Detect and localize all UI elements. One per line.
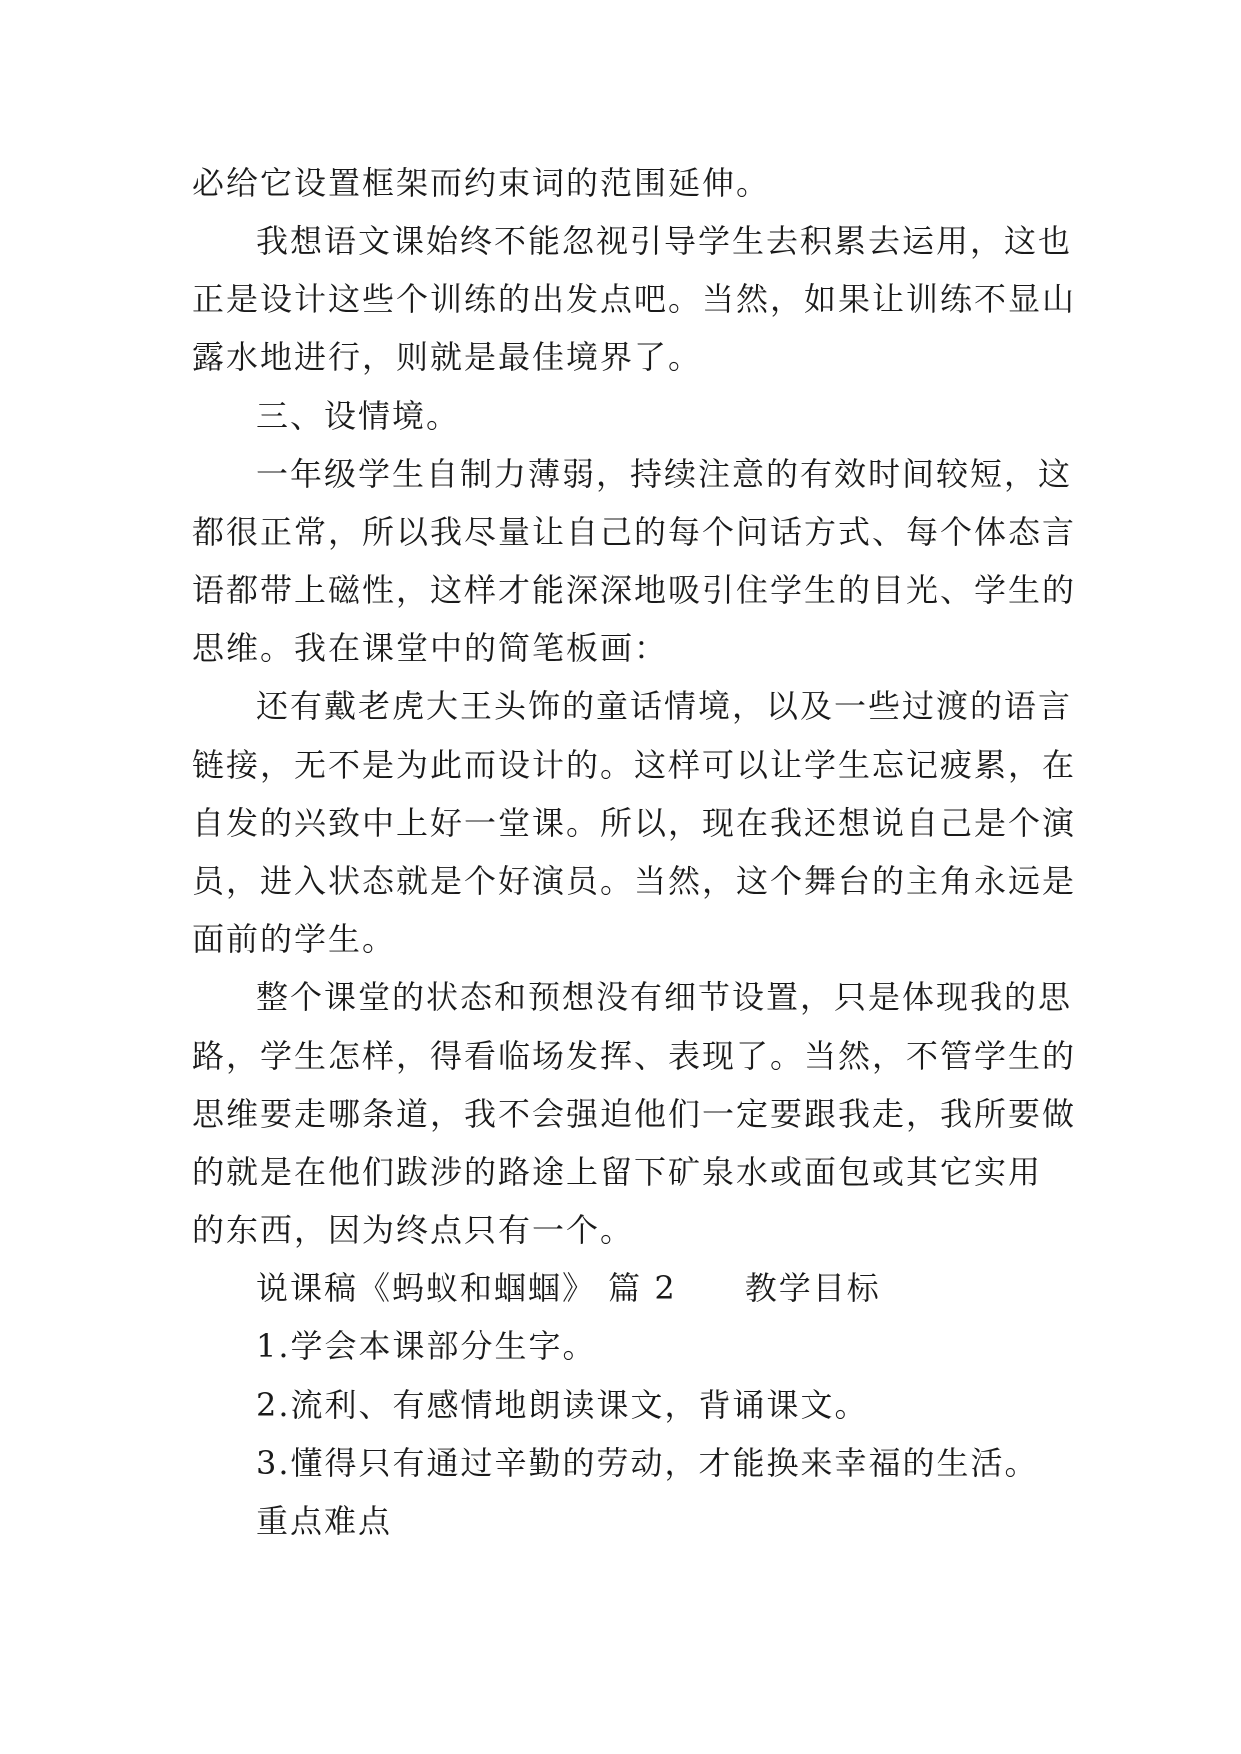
text-line: 露水地进行，则就是最佳境界了。 xyxy=(192,338,703,376)
list-item: 2.流利、有感情地朗读课文，背诵课文。 xyxy=(256,1386,869,1424)
text-line: 必给它设置框架而约束词的范围延伸。 xyxy=(192,164,771,202)
text-line: 员，进入状态就是个好演员。当然，这个舞台的主角永远是 xyxy=(192,862,1077,900)
text-line: 路，学生怎样，得看临场发挥、表现了。当然，不管学生的 xyxy=(192,1037,1077,1075)
text-line: 的就是在他们跋涉的路途上留下矿泉水或面包或其它实用 xyxy=(192,1153,1043,1191)
text-line: 的东西，因为终点只有一个。 xyxy=(192,1211,635,1249)
text-line: 都很正常，所以我尽量让自己的每个问话方式、每个体态言 xyxy=(192,513,1077,551)
text-line: 面前的学生。 xyxy=(192,920,397,958)
text-line: 整个课堂的状态和预想没有细节设置，只是体现我的思 xyxy=(256,978,1073,1016)
text-line: 思维要走哪条道，我不会强迫他们一定要跟我走，我所要做 xyxy=(192,1095,1077,1133)
text-line: 思维。我在课堂中的简笔板画： xyxy=(192,629,669,667)
list-item: 3.懂得只有通过辛勤的劳动，才能换来幸福的生活。 xyxy=(256,1444,1039,1482)
section-heading: 重点难点 xyxy=(256,1502,393,1540)
text-line: 一年级学生自制力薄弱，持续注意的有效时间较短，这 xyxy=(256,455,1073,493)
list-item: 1.学会本课部分生字。 xyxy=(256,1327,597,1365)
text-line: 自发的兴致中上好一堂课。所以，现在我还想说自己是个演 xyxy=(192,804,1077,842)
text-line: 还有戴老虎大王头饰的童话情境，以及一些过渡的语言 xyxy=(256,687,1073,725)
text-line: 我想语文课始终不能忽视引导学生去积累去运用，这也 xyxy=(256,222,1073,260)
text-line: 链接，无不是为此而设计的。这样可以让学生忘记疲累，在 xyxy=(192,746,1077,784)
text-line: 语都带上磁性，这样才能深深地吸引住学生的目光、学生的 xyxy=(192,571,1077,609)
section-heading: 三、设情境。 xyxy=(256,397,461,435)
article-heading: 说课稿《蚂蚁和蝈蝈》 篇 2 教学目标 xyxy=(256,1269,881,1307)
text-line: 正是设计这些个训练的出发点吧。当然，如果让训练不显山 xyxy=(192,280,1077,318)
